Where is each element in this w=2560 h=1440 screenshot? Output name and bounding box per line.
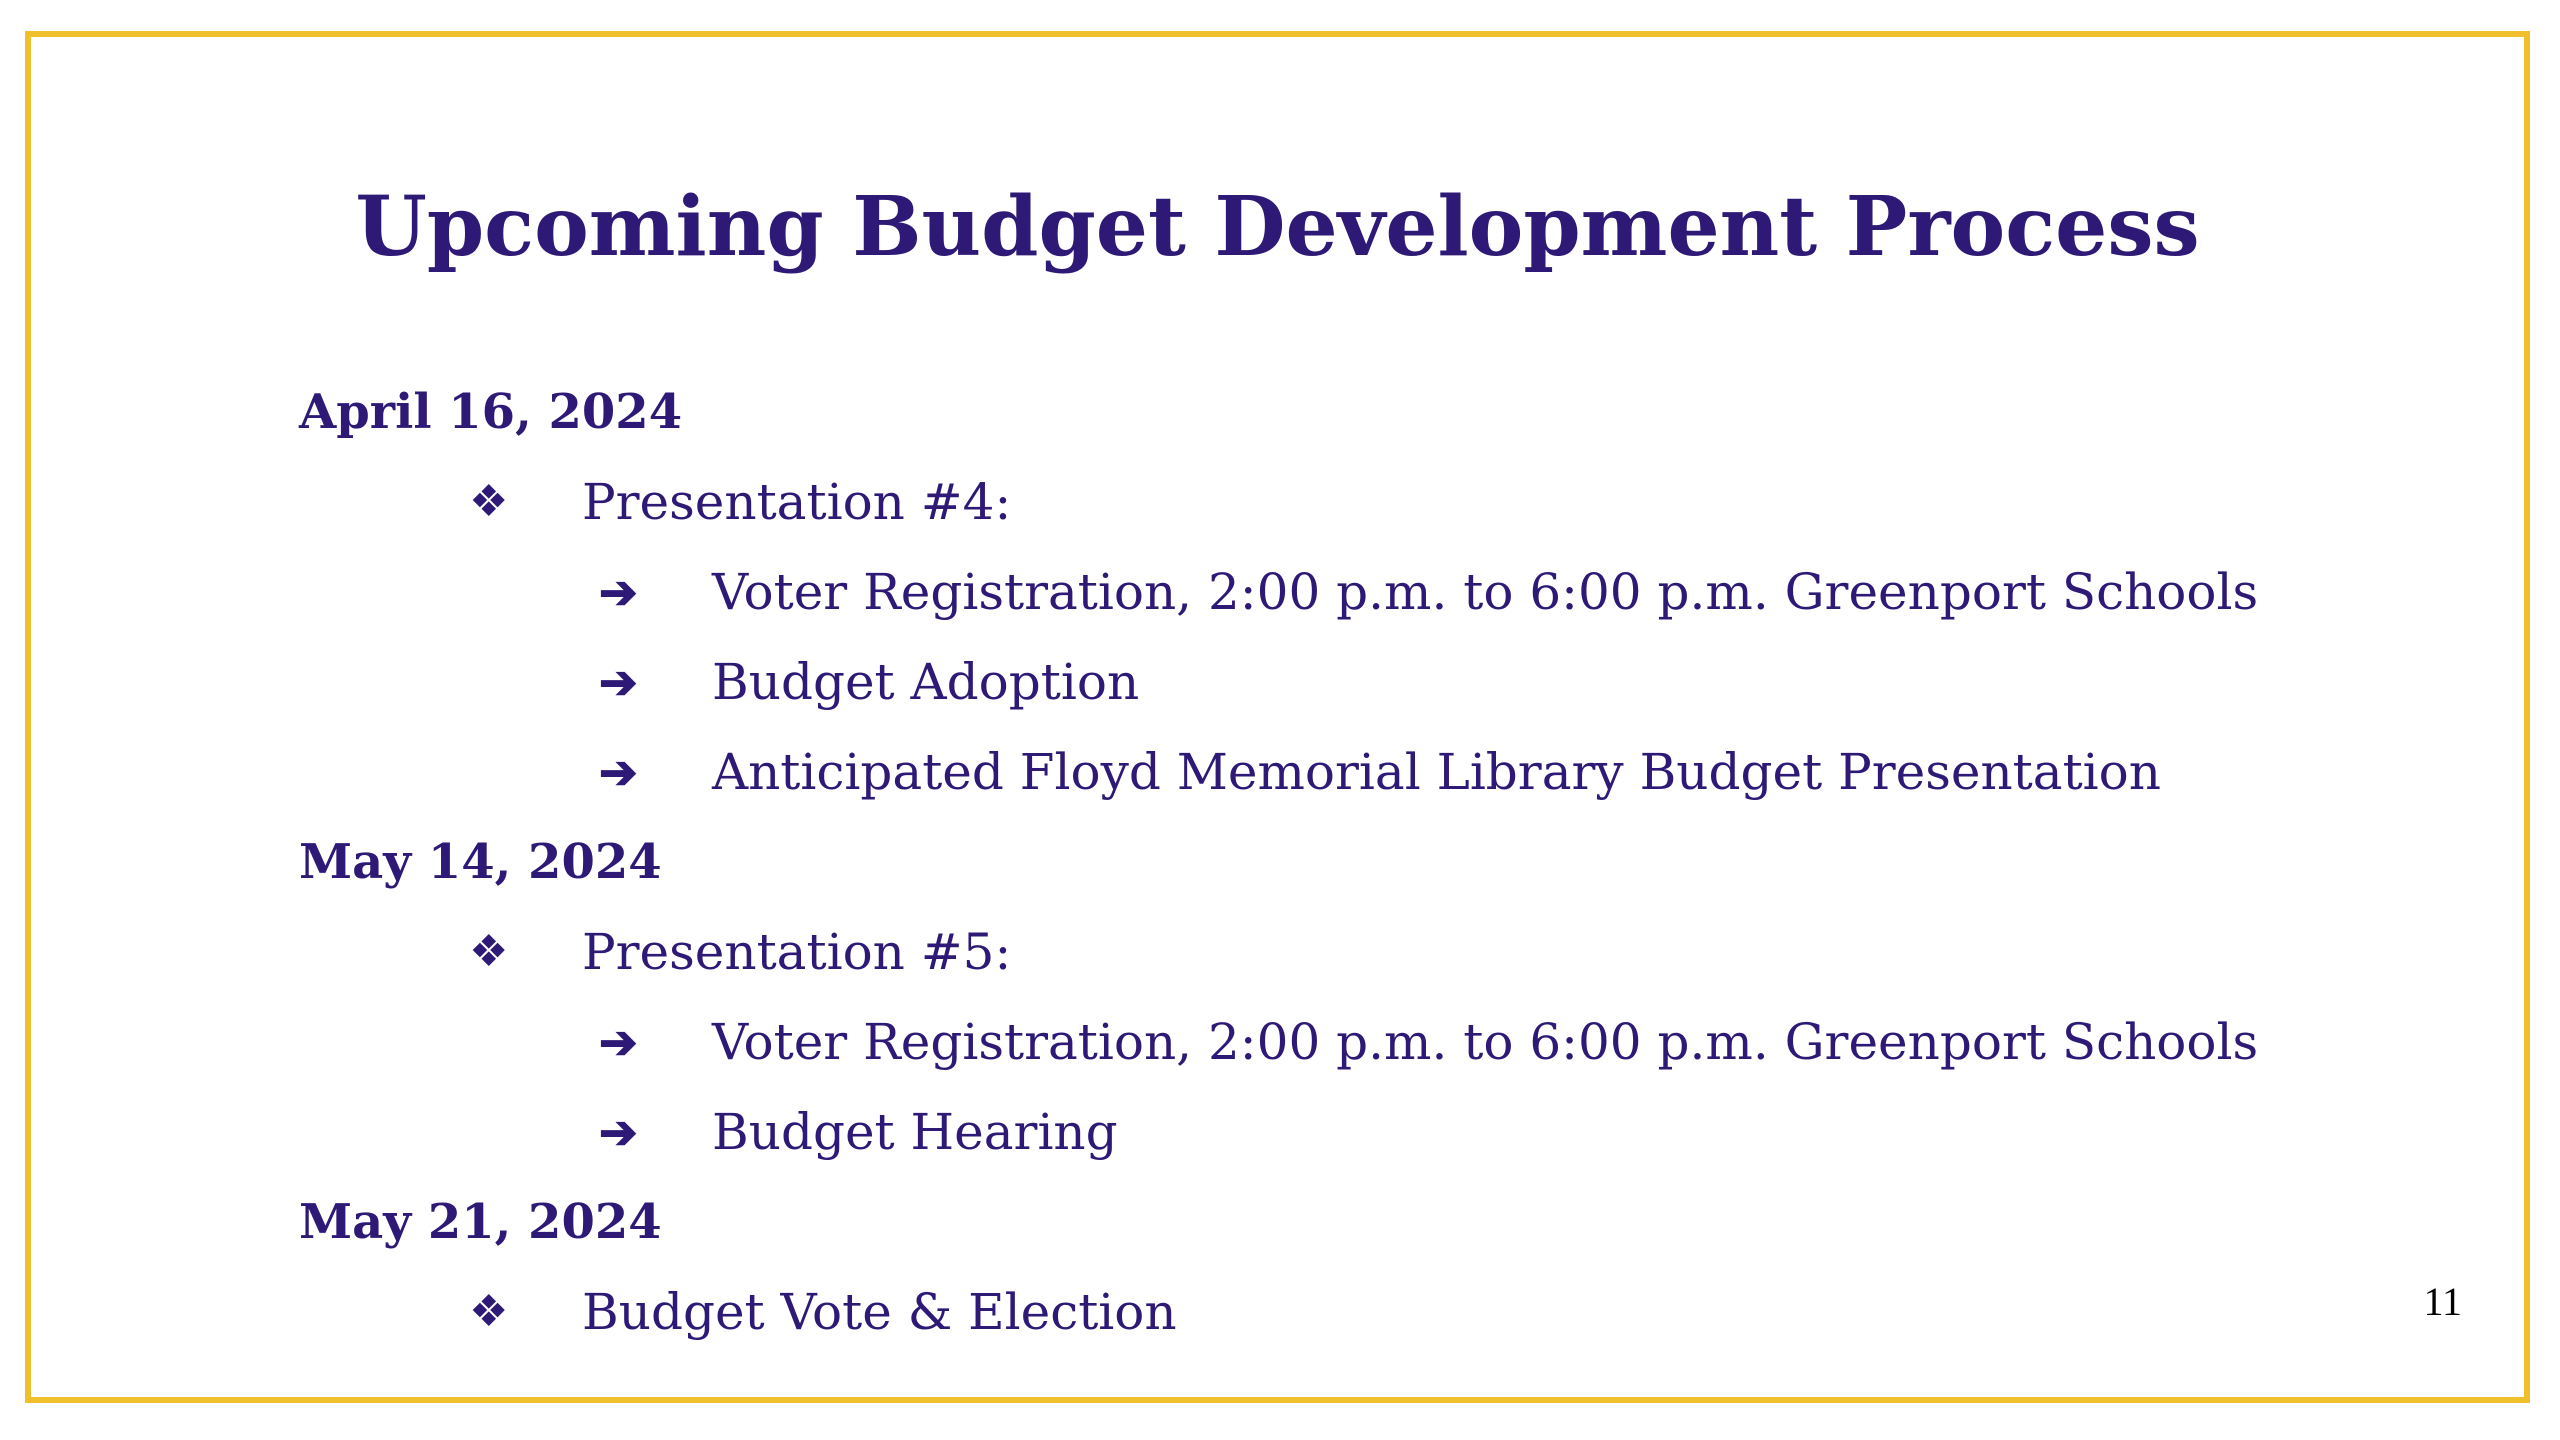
bullet-text: Presentation #5: [582,923,1012,981]
sub-item [299,637,2399,727]
bullet-text: Budget Vote & Election [582,1283,1177,1341]
sub-item-text: Voter Registration, 2:00 p.m. to 6:00 p.m. Greenport Schools [712,563,2259,621]
sub-item-text: Budget Hearing [712,1103,1118,1161]
arrow-bullet-icon: ➔ [599,1105,638,1159]
diamond-bullet-icon: ❖ [469,1286,509,1337]
bullet-text: Presentation #4: [582,473,1012,531]
page-number: 11 [2423,1279,2462,1324]
section-date: May 21, 2024 [299,1194,662,1250]
bullet-item [299,457,2399,547]
section-date: April 16, 2024 [299,384,683,440]
diamond-bullet-icon: ❖ [469,476,509,527]
sub-item [299,547,2399,637]
sub-item [299,1087,2399,1177]
sub-item-text: Budget Adoption [712,653,1140,711]
slide-title: Upcoming Budget Development Process [355,179,2200,275]
arrow-bullet-icon: ➔ [599,655,638,709]
sub-item [299,997,2399,1087]
sub-item-text: Anticipated Floyd Memorial Library Budget Presentation [712,743,2161,801]
agenda-list [299,367,2399,1357]
arrow-bullet-icon: ➔ [599,565,638,619]
sub-item [299,727,2399,817]
bullet-item [299,907,2399,997]
arrow-bullet-icon: ➔ [599,1015,638,1069]
arrow-bullet-icon: ➔ [599,745,638,799]
section-date: May 14, 2024 [299,834,662,890]
slide [25,31,2530,1403]
diamond-bullet-icon: ❖ [469,926,509,977]
sub-item-text: Voter Registration, 2:00 p.m. to 6:00 p.m. Greenport Schools [712,1013,2259,1071]
bullet-item [299,1267,2399,1357]
